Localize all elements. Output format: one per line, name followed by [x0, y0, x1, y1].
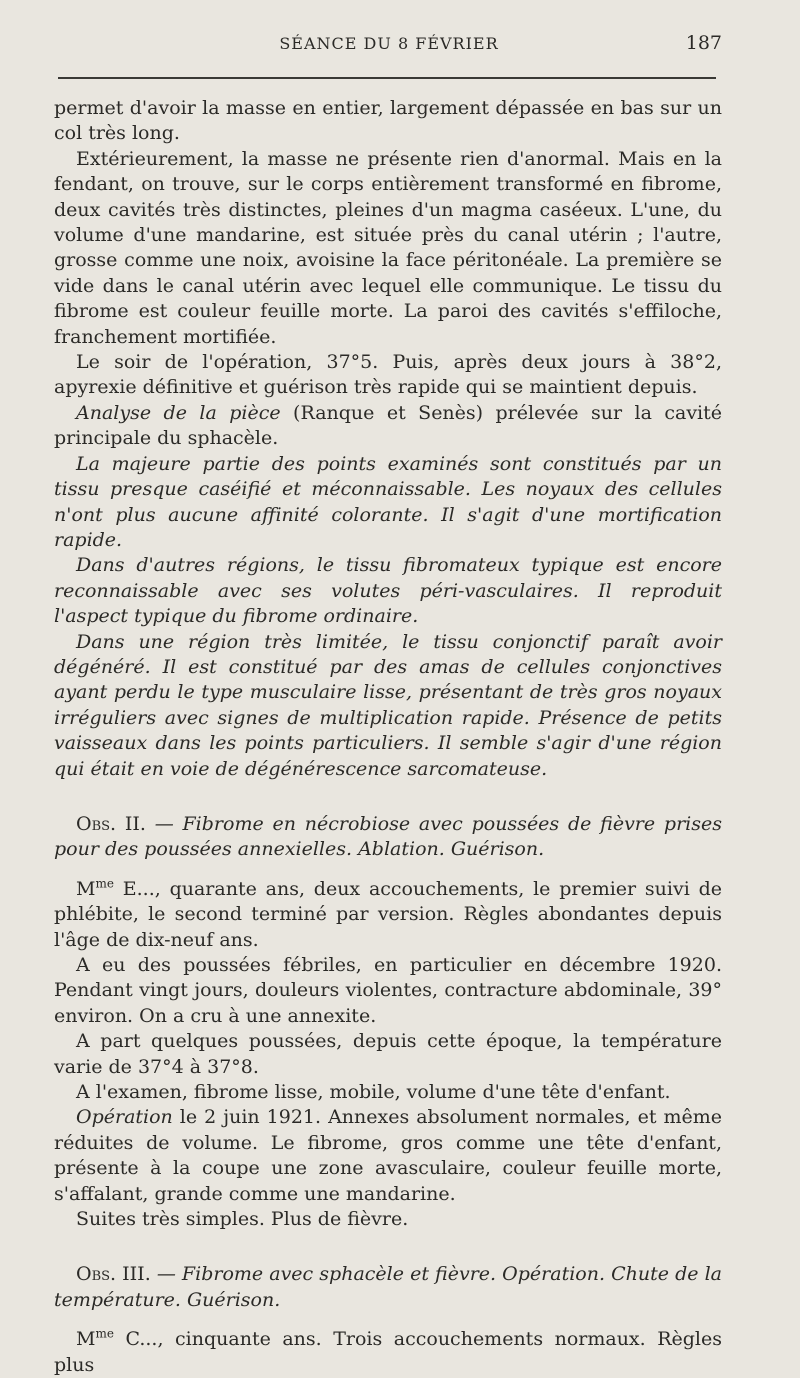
paragraph: A l'examen, fibrome lisse, mobile, volume d'une tête d'enfant. — [76, 1081, 671, 1104]
paragraph: A eu des poussées fébriles, en particulier en décembre 1920. Pendant vingt jours, douleurs violentes, contracture abdominale, 39° environ. On a cru à une annexite. — [54, 954, 722, 1027]
observation-heading: Obs. III. — Fibrome avec sphacèle et fièvre. Opération. Chute de la température. Guérison. — [54, 1263, 722, 1311]
page-header — [56, 34, 722, 58]
lead-italic: Opération — [76, 1106, 173, 1129]
paragraph: Analyse de la pièce (Ranque et Senès) prélevée sur la cavité principale du sphacèle. — [54, 401, 723, 450]
italic-paragraph: Dans d'autres régions, le tissu fibromateux typique est encore reconnaissable avec ses volutes péri-vasculaires. Il reproduit l'aspect typique du fibrome ordinaire. — [54, 554, 722, 628]
running-head: SÉANCE DU 8 FÉVRIER — [279, 34, 499, 53]
italic-paragraph: Dans une région très limitée, le tissu conjonctif paraît avoir dégénéré. Il est constitué par des amas de cellules conjonctives ayant perdu le type musculaire lisse, présentant de très gros noyaux irréguliers avec signes de multiplication rapide. Présence de petits vaisseaux dans les points particuliers. Il semble s'agir d'une région qui était en voie de dégénérescence sarcomateuse. — [54, 630, 722, 780]
lead-italic: Analyse de la pièce — [76, 401, 281, 424]
paragraph: Extérieurement, la masse ne présente rien d'anormal. Mais en la fendant, on trouve, sur le corps entièrement transformé en fibrome, deux cavités très distinctes, pleines d'un magma caséeux. L'une, du volume d'une mandarine, est située près du canal utérin ; l'autre, grosse comme une noix, avoisine la face péritonéale. La première se vide dans le canal utérin avec lequel elle communique. Le tissu du fibrome est couleur feuille morte. La paroi des cavités s'effiloche, franchement mortifiée. — [54, 147, 722, 348]
body-text — [54, 96, 722, 1378]
paragraph: Suites très simples. Plus de fièvre. — [76, 1208, 409, 1231]
page-number: 187 — [685, 32, 722, 54]
observation-label: Obs. III. — [76, 1263, 151, 1286]
paragraph: Le soir de l'opération, 37°5. Puis, après deux jours à 38°2, apyrexie définitive et guérison très rapide qui se maintient depuis. — [54, 351, 722, 399]
paragraph: permet d'avoir la masse en entier, largement dépassée en bas sur un col très long. — [54, 97, 722, 145]
paragraph: Opération le 2 juin 1921. Annexes absolument normales, et même réduites de volume. Le fibrome, gros comme une tête d'enfant, présente à la coupe une zone avasculaire, couleur feuille morte, s'affalant, grande comme une mandarine. — [54, 1106, 722, 1205]
paragraph: $M^{me}$ C..., cinquante ans. Trois accouchements normaux. Règles plus — [54, 1326, 722, 1376]
header-rule — [58, 77, 716, 79]
italic-paragraph: La majeure partie des points examinés sont constitués par un tissu presque caséifié et méconnaissable. Les noyaux des cellules n'ont plus aucune affinité colorante. Il s'agit d'une mortification rapide. — [54, 452, 722, 551]
paragraph: $M^{me}$ E..., quarante ans, deux accouchements, le premier suivi de phlébite, le second terminé par version. Règles abondantes depuis l'âge de dix-neuf ans. — [54, 876, 722, 951]
observation-heading: Obs. II. — Fibrome en nécrobiose avec poussées de fièvre prises pour des poussées annexielles. Ablation. Guérison. — [54, 812, 722, 861]
paragraph: A part quelques poussées, depuis cette époque, la température varie de 37°4 à 37°8. — [54, 1030, 722, 1078]
observation-label: Obs. II. — [76, 812, 146, 835]
